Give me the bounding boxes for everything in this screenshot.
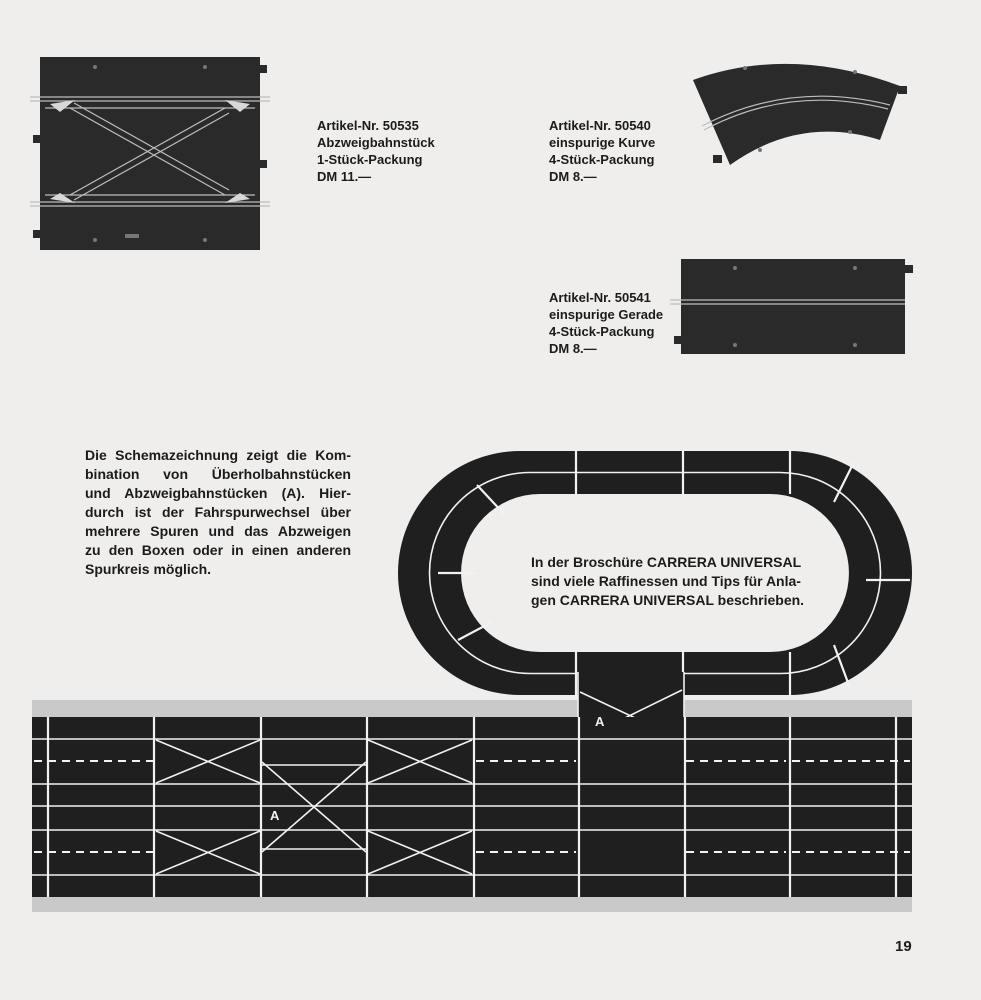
straight-track-piece-photo bbox=[670, 259, 913, 354]
price: DM 11.— bbox=[317, 169, 372, 184]
pack-size: 1-Stück-Packung bbox=[317, 152, 423, 167]
junction-marker-upper: A bbox=[595, 714, 605, 729]
description-line: zu den Boxen oder in einen anderen bbox=[85, 542, 351, 558]
description-line: Die Schemazeichnung zeigt die Kom- bbox=[85, 447, 351, 463]
article-number: Artikel-Nr. 50541 bbox=[549, 290, 651, 305]
pack-size: 4-Stück-Packung bbox=[549, 324, 655, 339]
product-caption-50535 bbox=[317, 117, 435, 185]
brochure-note bbox=[531, 553, 833, 610]
product-caption-50540 bbox=[549, 117, 655, 185]
article-number: Artikel-Nr. 50535 bbox=[317, 118, 419, 133]
description-line: mehrere Spuren und das Abzweigen bbox=[85, 523, 351, 539]
price: DM 8.— bbox=[549, 169, 597, 184]
description-line: und Abzweigbahnstücken (A). Hier- bbox=[85, 485, 351, 501]
page-number: 19 bbox=[895, 938, 912, 955]
product-name: einspurige Gerade bbox=[549, 307, 664, 322]
brochure-line: sind viele Raffinessen und Tips für Anla- bbox=[531, 573, 801, 589]
article-number: Artikel-Nr. 50540 bbox=[549, 118, 651, 133]
description-line: bination von Überholbahnstücken bbox=[85, 466, 351, 482]
description-line: durch ist der Fahrspurwechsel über bbox=[85, 504, 351, 520]
product-caption-50541 bbox=[549, 289, 663, 357]
crossover-track-piece-photo bbox=[30, 57, 270, 250]
schematic-description bbox=[85, 446, 351, 579]
brochure-line: gen CARRERA UNIVERSAL beschrieben. bbox=[531, 592, 805, 608]
brochure-line: In der Broschüre CARRERA UNIVERSAL bbox=[531, 554, 802, 570]
price: DM 8.— bbox=[549, 341, 597, 356]
product-name: einspurige Kurve bbox=[549, 135, 656, 150]
junction-marker-lower: A bbox=[270, 808, 280, 823]
pack-size: 4-Stück-Packung bbox=[549, 152, 655, 167]
curve-track-piece-photo bbox=[693, 64, 907, 165]
product-name: Abzweigbahnstück bbox=[317, 135, 435, 150]
description-line: Spurkreis möglich. bbox=[85, 561, 212, 577]
